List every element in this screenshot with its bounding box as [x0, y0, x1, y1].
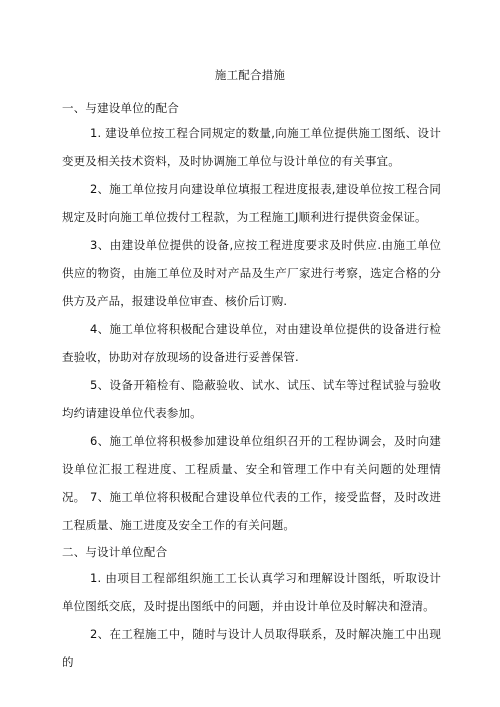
paragraph-owner-4: 4、施工单位将积极配合建设单位，对由建设单位提供的设备进行检查验收，协助对存放现场的设备进行妥善保管.: [62, 322, 441, 364]
paragraph-designer-2: 2、在工程施工中，随时与设计人员取得联系，及时解决施工中出现的: [62, 627, 441, 669]
document-title: 施工配合措施: [214, 68, 286, 82]
paragraph-owner-2: 2、施工单位按月向建设单位填报工程进度报表,建设单位按工程合同规定及时向施工单位拨付工程款，为工程施工J顺利进行提供资金保证。: [62, 182, 441, 224]
paragraph-designer-1: 1. 由项目工程部组织施工工长认真学习和理解设计图纸，听取设计单位图纸交底，及时提出图纸中的问题，并由设计单位及时解决和澄清。: [62, 571, 441, 613]
section-heading-designer: 二、与设计单位配合: [62, 545, 168, 559]
paragraph-owner-7: 7、施工单位将积极配合建设单位代表的工作，接受监督，及时改进工程质量、施工进度及安全工作的有关问题。: [62, 490, 441, 532]
paragraph-owner-3: 3、由建设单位提供的设备,应按工程进度要求及时供应.由施工单位供应的物资，由施工单位及时对产品及生产厂家进行考察，选定合格的分供方及产品，报建设单位审查、核价后订购.: [62, 238, 441, 308]
paragraph-owner-6: 6、施工单位将积极参加建设单位组织召开的工程协调会，及时向建设单位汇报工程进度、工程质量、安全和管理工作中有关问题的处理情况。: [62, 434, 441, 504]
paragraph-owner-5: 5、设备开箱检有、隐蔽验收、试水、试压、试车等过程试验与验收均约请建设单位代表参加。: [62, 378, 441, 420]
paragraph-owner-1: 1. 建设单位按工程合同规定的数量,向施工单位提供施工图纸、设计变更及相关技术资料，及时协调施工单位与设计单位的有关事宜。: [62, 126, 441, 168]
section-heading-owner: 一、与建设单位的配合: [62, 101, 179, 115]
